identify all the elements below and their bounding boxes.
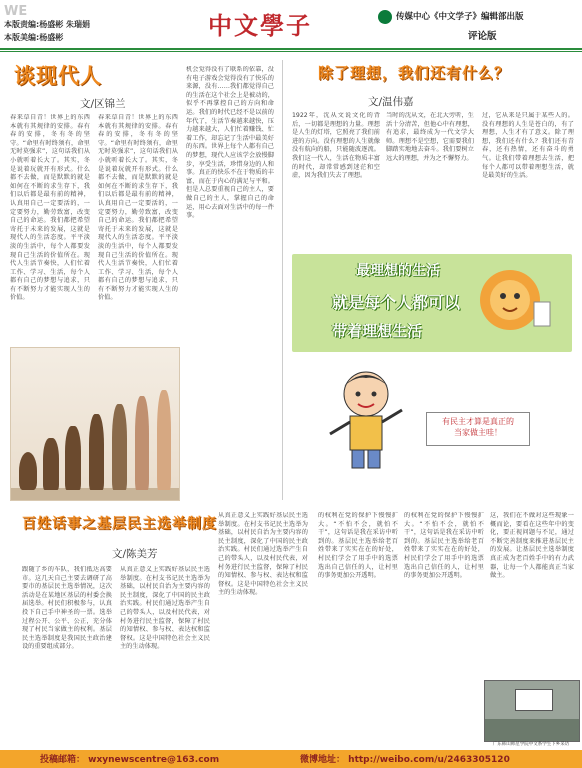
article2-column-1: 1922年，沈从文说文化的背后，一切都是理想的力量。理想是人生的灯塔，它照亮了我们前进的方向。没有理想的人生就像没有航向的船，只能随波逐流。我们这一代人，生活在物质丰富的时代，却常常感到迷茫和空虚，因为我们失去了理想。 bbox=[292, 112, 380, 180]
quote-box bbox=[426, 412, 530, 446]
article1-author: 文/区锦兰 bbox=[80, 98, 126, 110]
article3-column-2b: 从真正意义上实践好基层民主选举制度。在村支书记民主选举为基础，以村民自治为主要内容的民主制度，深化了中国的民主政治实践。村民们通过选举产生自己的带头人，以及村民代表，对村务进行民主监督，保障了村民的知情权、参与权、表达权和监督权。这是中国特色社会主义民主的生动体现。 bbox=[218, 512, 308, 597]
boy-cartoon-icon bbox=[316, 364, 414, 472]
editor-credits bbox=[4, 18, 90, 44]
article1-column-2: 机会觉得没有了联系的依靠，没有电子游戏会觉得没有了快乐的来源，没有……我们都觉得自己的生活在这个社会上是被动的，似乎不再掌控自己的方向和命运。我们的时代已经不是以前的年代了，生活节奏越来越快，压力越来越大，人们忙着赚钱、忙着工作，却忘记了生活中最美好的东西。世界上每个人都有自己的梦想，现代人应该学会放慢脚步，享受生活，珍惜身边的人和事。真正的快乐不在于物质的丰富，而在于内心的满足与平和。但是人总要重视自己的主人，要做自己的主人，掌握自己的命运，用心去面对生活中的每一件事。 bbox=[186, 66, 274, 220]
evolution-illustration bbox=[10, 347, 180, 501]
edition-label: 评论版 bbox=[468, 31, 497, 42]
article3-column-2: 从真正意义上实践好基层民主选举制度。在村支书记民主选举为基础，以村民自治为主要内容的民主制度，深化了中国的民主政治实践。村民们通过选举产生自己的带头人，以及村民代表，对村务进行民主监督，保障了村民的知情权、参与权、表达权和监督权。这是中国特色社会主义民主的生动体现。 bbox=[120, 566, 210, 651]
quote-line-1: 有民主才算是真正的 bbox=[442, 417, 514, 426]
slogan-line-2: 就是每个人都可以 bbox=[332, 293, 461, 312]
weibo-link[interactable]: http://weibo.com/u/2463305120 bbox=[348, 755, 510, 765]
article2-column-2: 当时的沈从文，在北大旁听，生活十分清苦，但他心中有理想，有追求，最终成为一代文学大师。理想不是空想，它需要我们脚踏实地地去奋斗。我们要树立远大的理想，并为之不懈努力。 bbox=[386, 112, 474, 162]
header-rule bbox=[0, 48, 582, 50]
weibo-label: 微博地址： bbox=[300, 755, 346, 765]
globe-logo-icon bbox=[378, 10, 392, 24]
publisher-line: 传媒中心《中文学子》编辑部出版 bbox=[396, 12, 524, 22]
article1-title: 谈现代人 bbox=[14, 64, 102, 88]
quote-line-2: 当家做主哇！ bbox=[454, 428, 502, 437]
email-label: 投稿邮箱： bbox=[40, 755, 86, 765]
lion-cartoon-icon bbox=[470, 262, 556, 342]
slogan-line-1: 最理想的生活 bbox=[356, 263, 440, 279]
article3-column-4: 这，我们在不做对这些现象一概而论，要看在这些年中的变化，要正视问题与不足，通过不断完善制度来推进基层民主的发展。让基层民主选举制度真正成为老百姓手中的有力武器，让每一个人都能真正当家做主。 bbox=[490, 512, 574, 580]
email-link[interactable]: wxynewscentre@163.com bbox=[88, 755, 220, 765]
footer-email bbox=[40, 752, 219, 765]
article2-title: 除了理想，我们还有什么？ bbox=[318, 64, 511, 82]
article3-column-3: 的权利在党的保护下慢慢扩大。“不怕不会，就怕不干”，这句话是我在采访中听到的。基层民主选举给老百姓带来了实实在在的好处，村民们学会了用手中的选票选出自己信任的人，让村里的事务更加公开透明。 bbox=[318, 512, 398, 580]
article2-author: 文/温伟嘉 bbox=[368, 96, 414, 108]
article3-author: 文/陈美芳 bbox=[112, 548, 158, 560]
article3-title: 百姓话事之基层民主选举制度 bbox=[22, 516, 217, 532]
column-divider bbox=[282, 60, 283, 500]
photo-caption: 广东韩山师范学院中文系学生下乡采访 bbox=[492, 742, 570, 747]
article2-column-3: 过，它从来是只属于某些人的。没有理想的人生是苍白的，有了理想，人生才有了意义。除了理想，我们还有什么？我们还有青春，还有热情，还有奋斗的勇气。让我们带着理想去生活，把每个人都可以带着理想生活，就是最美好的生活。 bbox=[482, 112, 574, 180]
masthead-title: 中文學子 bbox=[208, 11, 312, 40]
watermark-text: WE bbox=[4, 4, 28, 19]
article3-column-1: 跟随了乡的车队，我们抵达高要市。这几天自己主要去调研了高要市的基层民主选举情况，这次活动是在某地区基层的村委会换届选举。村民们积极参与，认真投下自己手中神圣的一票。选举过程公开、公平、公正，充分体现了村民当家做主的权利。基层民主选举制度是我国民主政治建设的重要组成部分。 bbox=[22, 566, 112, 651]
footer-weibo bbox=[300, 752, 510, 765]
article3-column-3b: 的权利在党的保护下慢慢扩大。“不怕不会，就怕不干”，这句话是我在采访中听到的。基层民主选举给老百姓带来了实实在在的好处，村民们学会了用手中的选票选出自己信任的人，让村里的事务更加公开透明。 bbox=[404, 512, 484, 580]
editor-line-1: 本版责编:杨盛彬 朱瑞娟 bbox=[4, 20, 90, 29]
slogan-line-3: 带着理想生活 bbox=[332, 322, 423, 340]
editor-line-2: 本版美编:杨盛彬 bbox=[4, 33, 64, 42]
article1-column-1b: 春来草自青！世界上的东西本就有其规律的安排。春有春的安排，冬有冬的坚守。“命里有时终须有，命里无时莫强求”，这句话我们从小就听着长大了。其实，冬是说着玩就开有形式。什么都不去做，而是默默的就是如何在不断的求生存下，我们以后都是最有前的精神，认真用自己一定要活的，一定要努力，勤劳致富，改变自己的命运。我们都把希望寄托于未来的发展，这就是现代人的生活态度。平平淡淡的生活中，每个人都要发现自己生活的价值所在。现代人生活节奏快，人们忙着工作、学习、生活，每个人都有自己的梦想与追求，只有不断努力才能实现人生的价值。 bbox=[98, 114, 178, 302]
article1-column-1: 春来草自青！世界上的东西本就有其规律的安排。春有春的安排，冬有冬的坚守。“命里有时终须有，命里无时莫强求”，这句话我们从小就听着长大了。其实，冬是说着玩就开有形式。什么都不去做，而是默默的就是如何在不断的求生存下，我们以后都是最有前的精神，认真用自己一定要活的，一定要努力，勤劳致富，改变自己的命运。我们都把希望寄托于未来的发展，这就是现代人的生活态度。平平淡淡的生活中，每个人都要发现自己生活的价值所在。现代人生活节奏快，人们忙着工作、学习、生活，每个人都有自己的梦想与追求，只有不断努力才能实现人生的价值。 bbox=[10, 114, 90, 302]
header-rule-thin bbox=[0, 51, 582, 52]
group-photo bbox=[484, 680, 580, 742]
